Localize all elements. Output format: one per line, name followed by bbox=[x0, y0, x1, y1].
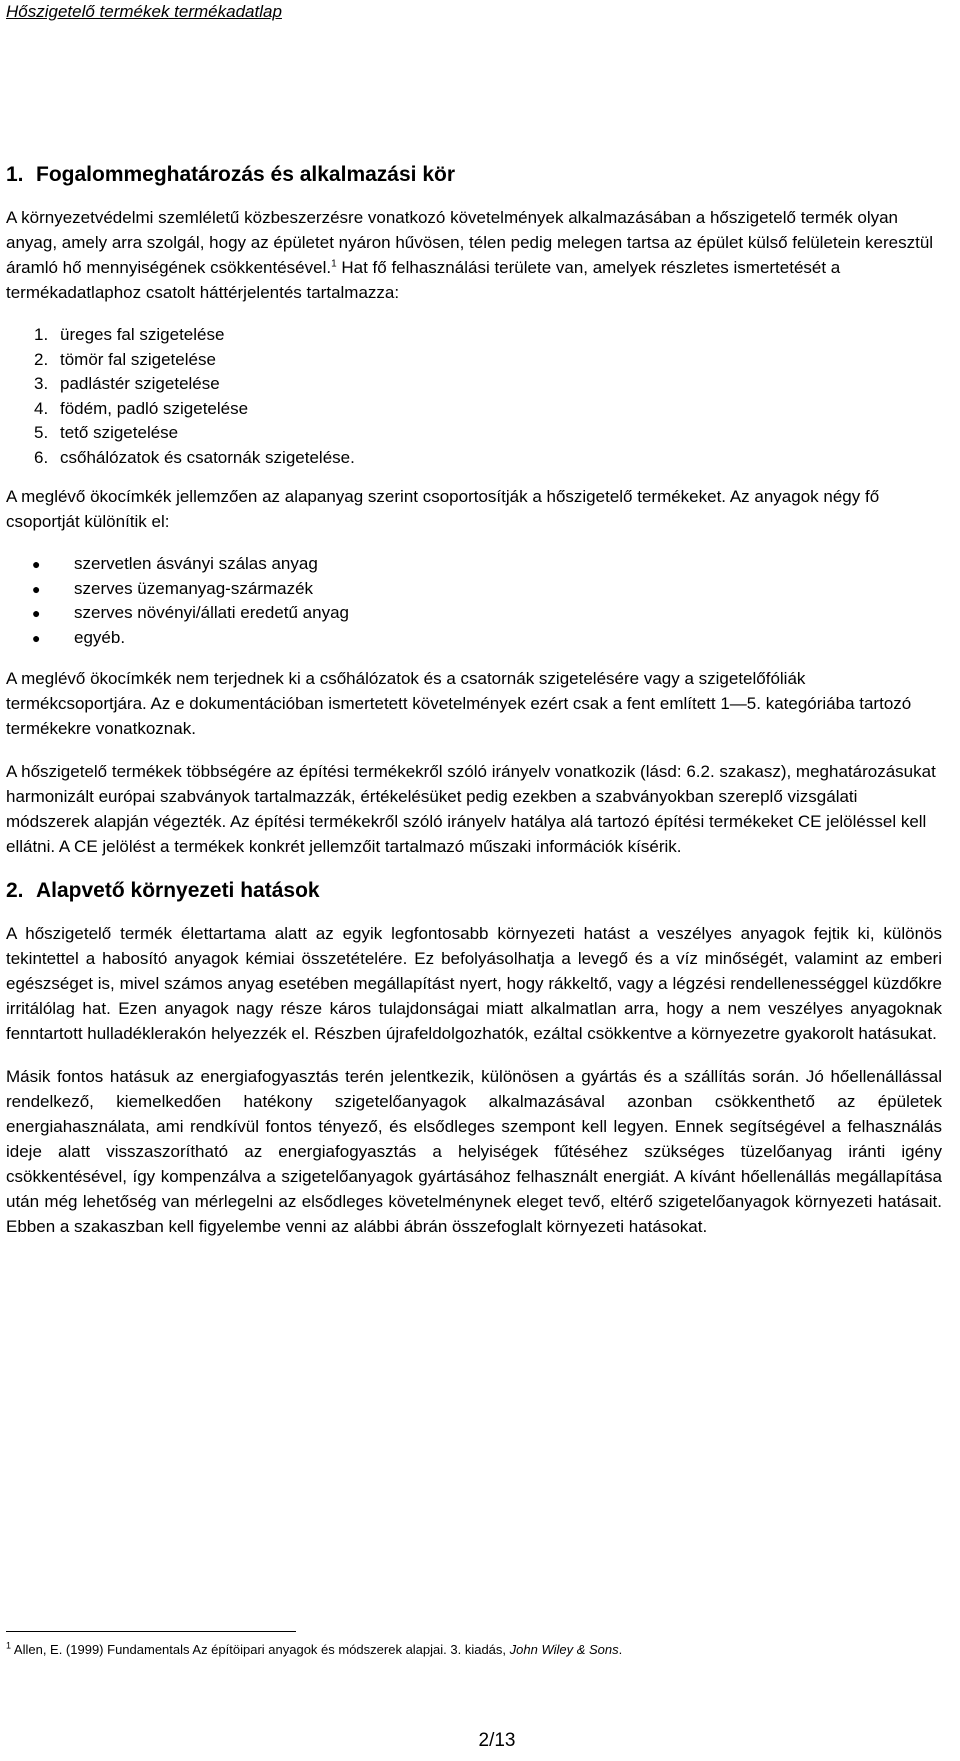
intro-paragraph bbox=[6, 205, 942, 305]
section-1-title: Fogalommeghatározás és alkalmazási kör bbox=[36, 163, 456, 186]
bullet-icon: ● bbox=[32, 580, 41, 597]
footnote-divider bbox=[6, 1631, 296, 1632]
publisher-name: John Wiley & Sons bbox=[509, 1642, 619, 1657]
bullet-icon: ● bbox=[32, 556, 41, 572]
footnote-mark: 1 bbox=[6, 1640, 12, 1651]
list-item: ● szerves üzemanyag-származék bbox=[6, 577, 942, 602]
groups-intro-paragraph: A meglévő ökocímkék jellemzően az alapanyag szerint csoportosítják a hőszigetelő termékeket. Az anyagok négy fő csoportját különítik el: bbox=[6, 487, 880, 531]
bullet-icon: ● bbox=[32, 629, 41, 646]
section-2-title: Alapvető környezeti hatások bbox=[36, 879, 320, 902]
material-groups-list bbox=[6, 552, 942, 650]
list-item: ● szervetlen ásványi szálas anyag bbox=[6, 552, 942, 577]
list-item: 6. csőhálózatok és csatornák szigetelése. bbox=[34, 447, 355, 467]
page-number: 2/13 bbox=[478, 1730, 516, 1751]
list-item: ● egyéb. bbox=[6, 626, 942, 651]
running-header: Hőszigetelő termékek termékadatlap bbox=[6, 2, 282, 21]
page-content bbox=[6, 163, 942, 1257]
section-2-heading bbox=[6, 879, 942, 903]
list-item: 1. üreges fal szigetelése bbox=[34, 325, 225, 344]
footnote: $^1$ Allen, E. (1999) Fundamentals Az építöipari anyagok és módszerek alapjai. 3. kiadás, John Wiley & Sons. bbox=[6, 1640, 623, 1657]
footnote-ref[interactable]: 1 bbox=[331, 258, 337, 270]
bullet-icon: ● bbox=[32, 605, 41, 621]
list-item: ● szerves növényi/állati eredetű anyag bbox=[6, 601, 942, 626]
scope-paragraph: A meglévő ökocímkék nem terjednek ki a csőhálózatok és a csatornák szigetelésére vagy a szigetelőfóliák termékcsoportjára. Az e dokumentációban ismertetett követelmények ezért csak a fent említett 1―5. kategóriába tartozó termékekre vonatkoznak. bbox=[6, 669, 912, 738]
list-item: 5. tető szigetelése bbox=[34, 423, 179, 442]
uses-list bbox=[6, 323, 942, 470]
section-1-heading bbox=[6, 163, 942, 187]
section-1-number: 1. bbox=[6, 163, 24, 186]
hazards-paragraph: A hőszigetelő termék élettartama alatt az egyik legfontosabb környezeti hatást a veszélyes anyagok fejtik ki, különös tekintettel a habosító anyagok kémiai összetételére. Ez befolyásolhatja a levegő és a víz minőségét, valamint az emberi egészséget is, mivel számos anyag esetében megállapítást nyert, hogy rákkeltő, vagy a légzési rendellenességgel küzdőkre irritálólag hat. Ezen anyagok nagy része káros tulajdonságai miatt alkalmatlan arra, hogy a nem veszélyes anyagoknak fenntartott hulladéklerakón helyezzék el. Részben újrafeldolgozhatók, ezáltal csökkentve a környezetre gyakorolt hatásukat. bbox=[6, 924, 942, 1043]
list-item: 4. födém, padló szigetelése bbox=[34, 398, 249, 418]
ce-marking-paragraph: A hőszigetelő termékek többségére az építési termékekről szóló irányelv vonatkozik (lásd: 6.2. szakasz), meghatározásukat harmonizált európai szabványok tartalmazzák, értékelésüket pedig ezekben a szabványokban szereplő vizsgálati módszerek alapján végezték. Az építési termékekről szóló irányelv hatálya alá tartozó építési termékeket CE jelöléssel kell ellátni. A CE jelölést a termékek konkrét jellemzőit tartalmazó műszaki információk kísérik. bbox=[6, 762, 936, 856]
energy-paragraph: Másik fontos hatásuk az energiafogyasztás terén jelentkezik, különösen a gyártás és a szállítás során. Jó hőellenállással rendelkező, kiemelkedően hatékony szigetelőanyagok alkalmazásával azonban csökkenthető az épületek energiahasználata, ami rendkívül fontos tényező, és elsődleges szempont kell legyen. Ennek segítségével a felhasználás ideje alatt visszaszorítható az energiafogyasztás a helyiségek fűtéséhez szükséges tüzelőanyag iránti igény csökkentésével, így kompenzálva a szigetelőanyagok gyártásához felhasznált energiát. A kívánt hőellenállás megállapítása után még lehetőség van mérlegelni az elsődleges követelménynek eleget tevő, eltérő szigetelőanyagok környezeti hatásait. Ebben a szakaszban kell figyelembe venni az alábbi ábrán összefoglalt környezeti hatásokat. bbox=[6, 1067, 942, 1236]
intro-text: A környezetvédelmi szemléletű közbeszerzésre vonatkozó követelmények alkalmazásában a hőszigetelő termék olyan anyag, amely arra szolgál, hogy az épületet nyáron hűvösen, télen pedig melegen tartsa az épület külső felületein keresztül áramló hő mennyiségének csökkentésével. bbox=[6, 208, 934, 277]
section-2-number: 2. bbox=[6, 879, 24, 902]
list-item: 2. tömör fal szigetelése bbox=[34, 349, 216, 369]
list-item: 3. padlástér szigetelése bbox=[34, 374, 220, 393]
intro-text-continued: Hat fő felhasználási területe van, amelyek részletes ismertetését a termékadatlaphoz csatolt háttérjelentés tartalmazza: bbox=[6, 258, 841, 302]
